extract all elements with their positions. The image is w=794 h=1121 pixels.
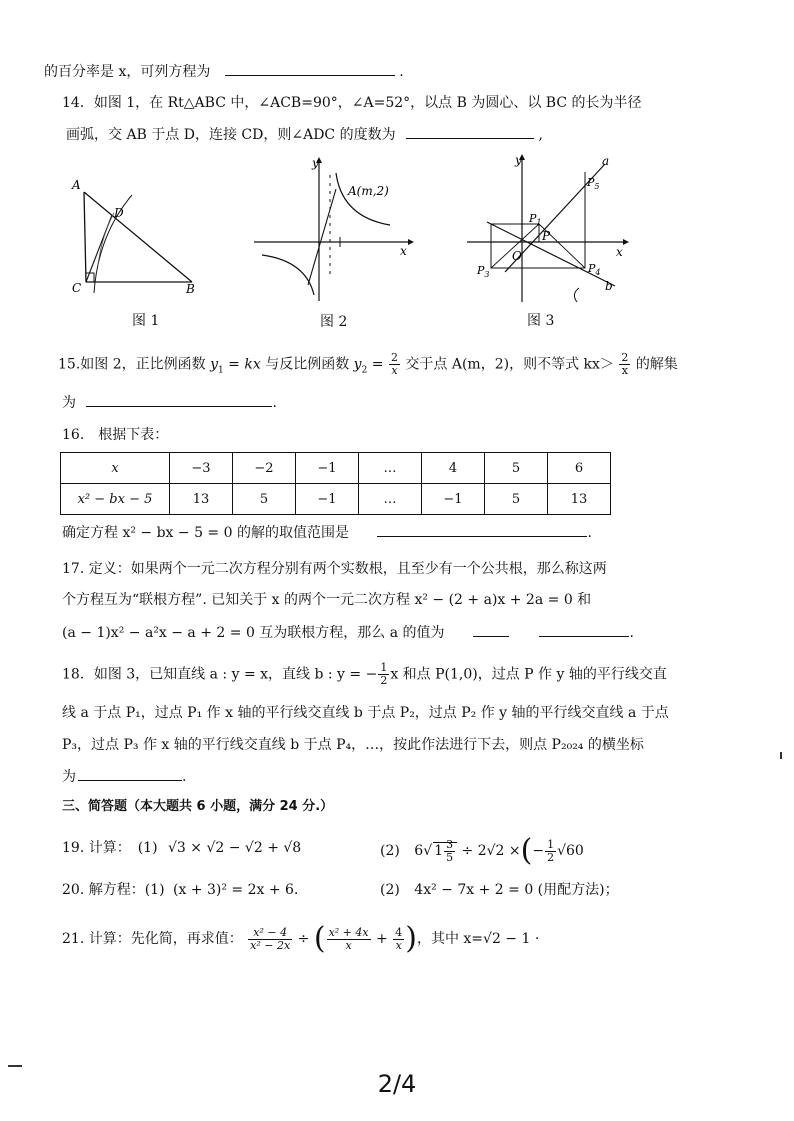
table-cell: … xyxy=(359,453,422,484)
q16-table xyxy=(60,452,611,515)
q15-eq1: = kx xyxy=(223,356,261,373)
q14-line1: 14．如图 1，在 Rt△ABC 中，∠ACB=90°，∠A=52°，以点 B 为圆心、以 BC 的长为半径 xyxy=(62,95,642,111)
fig2-label-point-a: A(m,2) xyxy=(348,184,389,198)
q19-part2: (2) 6√ 1 $\frac{3}{5}$ ÷ 2√2 ×(− $\frac{1}{2}$ √60 xyxy=(380,833,584,868)
fig1-caption: 图 1 xyxy=(132,313,160,329)
fig1-label-b: B xyxy=(186,282,195,295)
table-cell: −1 xyxy=(296,484,359,515)
q16-answer-blank xyxy=(377,522,587,537)
fig3-label-o: O xyxy=(512,249,522,263)
q15-line1 xyxy=(58,352,678,380)
q19-minus: − xyxy=(532,843,545,859)
fig3-label-b: b xyxy=(605,279,613,293)
fig3-label-x: x xyxy=(616,245,623,259)
q20-part2-label: (2) xyxy=(380,882,400,898)
fig3-label-y: y xyxy=(515,153,522,167)
fig3-label-p: P xyxy=(542,229,551,243)
q15-line2: 为 . xyxy=(62,392,277,413)
q20-label: 20. 解方程：(1) xyxy=(62,882,165,898)
fig3-label-p5: $P_5$ xyxy=(587,176,600,191)
q19-root60: √60 xyxy=(557,843,584,859)
q21-line: 21. 计算：先化简，再求值： $\frac{\text{x² − 4}}{\text{x² − 2x}}$ ÷ ( $\frac{\text{x² + 4x}}{x}$ + $\frac{4}{x}$ )，其中 x=√2 − 1 · xyxy=(62,921,540,956)
q17-line3-text: (a − 1)x² − a²x − a + 2 = 0 互为联根方程，那么 a 的值为 xyxy=(62,625,445,641)
q16-footer: 确定方程 x² − bx − 5 = 0 的解的取值范围是 . xyxy=(62,522,592,543)
page-number: 2/4 xyxy=(377,1070,417,1098)
table-cell: 13 xyxy=(548,484,611,515)
table-cell: 4 xyxy=(422,453,485,484)
scan-mark xyxy=(8,1065,22,1067)
q17-line1: 17. 定义：如果两个一元二次方程分别有两个实数根，且至少有一个公共根，那么称这两 xyxy=(62,561,607,577)
table-cell: −1 xyxy=(422,484,485,515)
table-cell: x² − bx − 5 xyxy=(61,484,170,515)
q15-text-3: 交于点 A(m，2)，则不等式 kx＞ xyxy=(405,356,614,373)
q21-label: 21. 计算：先化简，再求值： xyxy=(62,931,243,947)
q15-fraction-2: $\frac{2}{x}$ xyxy=(621,351,629,377)
q15-y2: y xyxy=(353,356,362,373)
fig3-label-p4: $P_4$ xyxy=(588,262,601,277)
fig1-label-a: A xyxy=(72,178,81,192)
figure-1 xyxy=(62,165,212,295)
q15-text-1: 15.如图 2，正比例函数 xyxy=(58,356,206,373)
figure-3 xyxy=(465,152,635,312)
q19-half-fraction: $\frac{1}{2}$ xyxy=(547,837,555,864)
q20-line xyxy=(62,880,308,900)
table-cell: −1 xyxy=(296,453,359,484)
q18-text-1: 18．如图 3，已知直线 a : y = x，直线 b : y = − xyxy=(62,666,378,683)
q15-answer-blank xyxy=(86,392,272,407)
q21-fraction-2: $\frac{\text{x² + 4x}}{x}$ xyxy=(328,925,369,952)
table-row xyxy=(61,484,611,515)
q15-eq2: = xyxy=(367,356,388,373)
figure-2 xyxy=(250,155,420,305)
q15-fraction: $\frac{2}{x}$ xyxy=(390,351,398,377)
fig2-caption: 图 2 xyxy=(320,314,348,330)
q18-line4: 为 . xyxy=(62,766,186,787)
q13-text: 的百分率是 x，可列方程为 xyxy=(44,64,211,80)
table-cell: 6 xyxy=(548,453,611,484)
q18-line3: P₃，过点 P₃ 作 x 轴的平行线交直线 b 于点 P₄，…，按此作法进行下去，则点 P₂₀₂₄ 的横坐标 xyxy=(62,737,644,753)
q19-label: 19. 计算： (1) xyxy=(62,840,158,856)
q20-part2-line xyxy=(380,880,619,900)
q19-line xyxy=(62,838,301,858)
q18-text-2: x 和点 P(1,0)，过点 P 作 y 轴的平行线交直 xyxy=(390,666,667,683)
q14-answer-blank xyxy=(406,124,534,139)
q15-y1-sub: 1 xyxy=(218,365,224,376)
q19-coef: 6 xyxy=(414,843,424,859)
q13-tail: 的百分率是 x，可列方程为 . xyxy=(44,61,404,82)
q15-text-2: 与反比例函数 xyxy=(265,356,350,373)
q19-divisor: ÷ 2√2 × xyxy=(457,843,521,859)
fig3-label-p3: $P_3$ xyxy=(477,264,490,279)
q21-div: ÷ xyxy=(293,931,314,947)
q20-part2: 4x² − 7x + 2 = 0 (用配方法)； xyxy=(414,882,619,898)
fig2-label-y: y xyxy=(312,156,319,170)
table-cell: 13 xyxy=(170,484,233,515)
table-cell: 5 xyxy=(485,484,548,515)
q15-y1: y xyxy=(210,356,218,373)
table-cell: −2 xyxy=(233,453,296,484)
fig3-label-a: a xyxy=(602,154,610,168)
q19-mixed-fraction: $\frac{3}{5}$ xyxy=(446,837,454,864)
table-row xyxy=(61,453,611,484)
q16-title: 16. 根据下表： xyxy=(62,427,169,443)
q17-answer-blank-1 xyxy=(473,622,509,637)
q18-fraction: $\frac{1}{2}$ xyxy=(380,661,388,687)
q19-part2-label: (2) xyxy=(380,843,400,859)
table-cell: … xyxy=(359,484,422,515)
q21-fraction-1: $\frac{\text{x² − 4}}{\text{x² − 2x}}$ xyxy=(250,925,291,952)
q14-line2: 画弧，交 AB 于点 D，连接 CD，则∠ADC 的度数为 , xyxy=(66,124,543,145)
q13-answer-blank xyxy=(225,61,395,76)
fig3-caption: 图 3 xyxy=(527,313,555,329)
q21-fraction-3: $\frac{4}{x}$ xyxy=(395,925,403,952)
q18-line1 xyxy=(62,662,667,687)
fig2-label-x: x xyxy=(400,244,407,258)
q15-y2-sub: 2 xyxy=(361,365,368,376)
q17-line3: (a − 1)x² − a²x − a + 2 = 0 互为联根方程，那么 a 的值为 . xyxy=(62,622,634,643)
q18-line2: 线 a 于点 P₁，过点 P₁ 作 x 轴的平行线交直线 b 于点 P₂，过点 P₂ 作 y 轴的平行线交直线 a 于点 xyxy=(62,705,669,721)
q18-line4-text: 为 xyxy=(62,769,76,785)
q19-part1: √3 × √2 − √2 + √8 xyxy=(168,840,302,856)
q19-mixed-whole: 1 xyxy=(434,843,444,859)
q16-footer-text: 确定方程 x² − bx − 5 = 0 的解的取值范围是 xyxy=(62,525,349,541)
section-3-heading: 三、简答题（本大题共 6 小题，满分 24 分.） xyxy=(62,799,334,814)
fig1-label-d: D xyxy=(114,206,124,220)
q20-part1: (x + 3)² = 2x + 6． xyxy=(173,882,308,898)
q14-line2-text: 画弧，交 AB 于点 D，连接 CD，则∠ADC 的度数为 xyxy=(66,127,396,143)
table-cell: 5 xyxy=(233,484,296,515)
scan-mark xyxy=(780,752,782,759)
q17-answer-blank-2 xyxy=(539,622,629,637)
fig1-label-c: C xyxy=(72,281,82,295)
q21-plus: + xyxy=(371,931,393,947)
q15-text-4: 的解集 xyxy=(635,356,678,373)
q15-line2-text: 为 xyxy=(62,395,76,411)
table-cell: x xyxy=(61,453,170,484)
q17-line2: 个方程互为“联根方程”. 已知关于 x 的两个一元二次方程 x² − (2 + a)x + 2a = 0 和 xyxy=(62,592,592,608)
q18-answer-blank xyxy=(78,766,182,781)
table-cell: −3 xyxy=(170,453,233,484)
q21-tail: ，其中 x=√2 − 1 · xyxy=(416,931,540,947)
table-cell: 5 xyxy=(485,453,548,484)
fig3-label-p1: $P_1$ xyxy=(529,212,542,227)
